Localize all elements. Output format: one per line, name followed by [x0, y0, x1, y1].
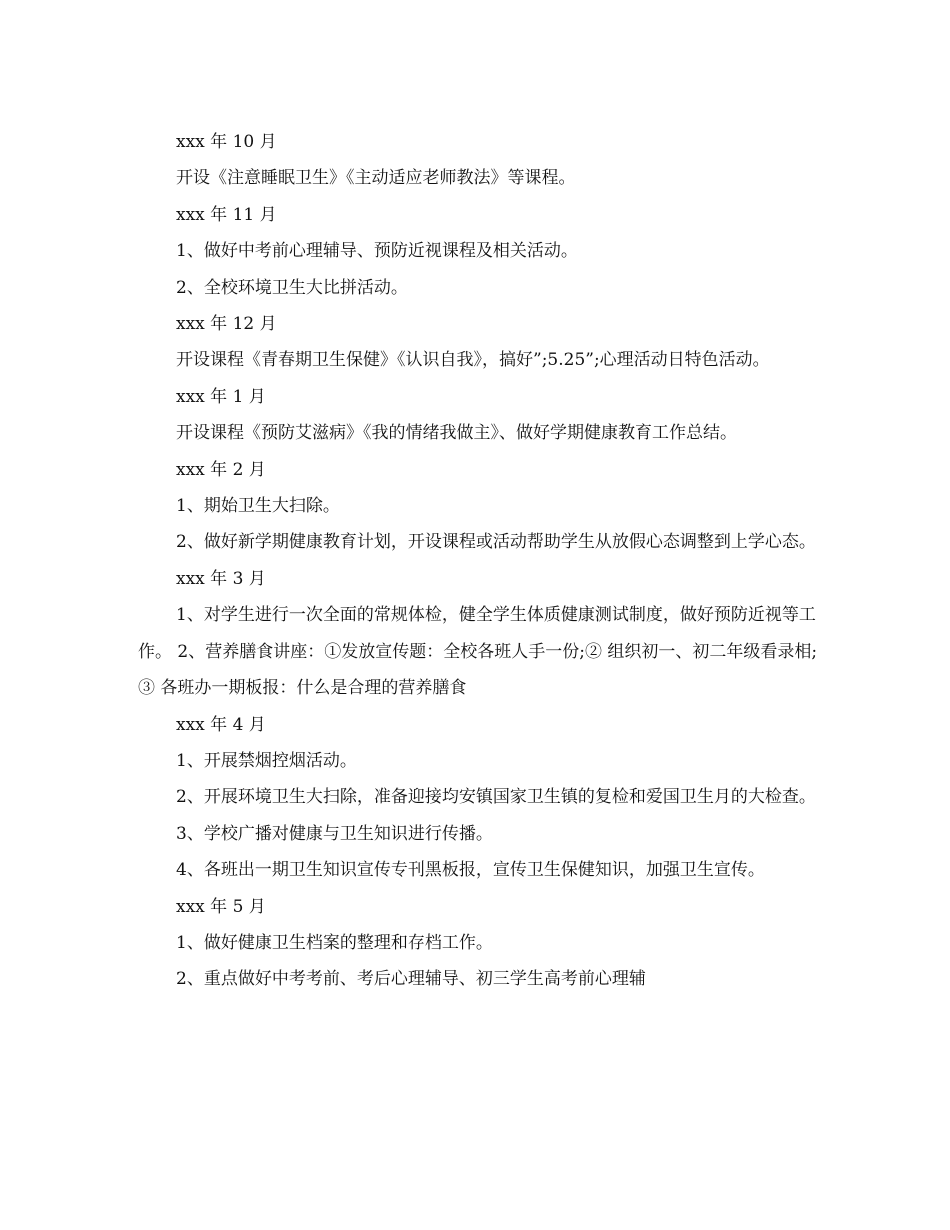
- plan-item: 开设课程《预防艾滋病》《我的情绪我做主》、做好学期健康教育工作总结。: [176, 423, 737, 444]
- plan-item: 1、对学生进行一次全面的常规体检，健全学生体质健康测试制度，做好预防近视等工作。 2、营养膳食讲座：①发放宣传题：全校各班人手一份;② 组织初一、初二年级看录相;③ 各班办一期板报：什么是合理的营养膳食: [138, 605, 818, 699]
- plan-item: 开设《注意睡眠卫生》《主动适应老师教法》等课程。: [176, 168, 576, 189]
- plan-item: 开设课程《青春期卫生保健》《认识自我》，搞好”;5.25”;心理活动日特色活动。: [176, 350, 770, 371]
- plan-item: 1、开展禁烟控烟活动。: [176, 750, 357, 771]
- month-heading: xxx 年 11 月: [176, 204, 277, 225]
- plan-item: 1、做好健康卫生档案的整理和存档工作。: [176, 932, 493, 953]
- plan-item: 4、各班出一期卫生知识宣传专刊黑板报，宣传卫生保健知识，加强卫生宣传。: [176, 860, 765, 881]
- month-heading: xxx 年 2 月: [176, 459, 266, 480]
- plan-item: 1、做好中考前心理辅导、预防近视课程及相关活动。: [176, 241, 578, 262]
- plan-item: 1、期始卫生大扫除。: [176, 496, 340, 517]
- month-heading: xxx 年 1 月: [176, 386, 266, 407]
- month-heading: xxx 年 4 月: [176, 714, 266, 735]
- month-heading: xxx 年 12 月: [176, 314, 277, 335]
- plan-item: 2、重点做好中考考前、考后心理辅导、初三学生高考前心理辅: [176, 969, 646, 990]
- plan-item: 2、做好新学期健康教育计划，开设课程或活动帮助学生从放假心态调整到上学心态。: [176, 532, 816, 553]
- month-heading: xxx 年 5 月: [176, 896, 266, 917]
- month-heading: xxx 年 3 月: [176, 568, 266, 589]
- plan-item: 2、全校环境卫生大比拼活动。: [176, 277, 408, 298]
- plan-item: 3、学校广播对健康与卫生知识进行传播。: [176, 823, 493, 844]
- plan-item: 2、开展环境卫生大扫除，准备迎接均安镇国家卫生镇的复检和爱国卫生月的大检查。: [176, 787, 816, 808]
- document-body: [138, 124, 818, 998]
- month-heading: xxx 年 10 月: [176, 132, 277, 152]
